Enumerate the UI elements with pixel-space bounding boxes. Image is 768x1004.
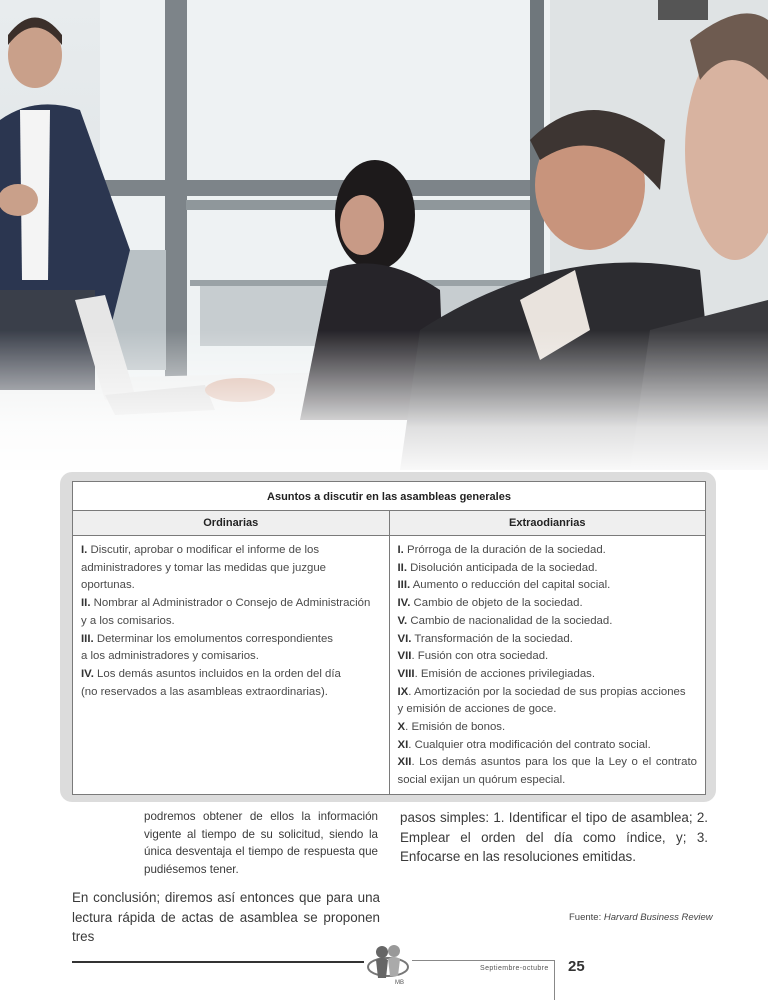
extraordinary-topic-line bbox=[398, 560, 698, 578]
topic-text: Disolución anticipada de la sociedad. bbox=[407, 561, 598, 574]
body-paragraph-2: pasos simples: 1. Identificar el tipo de asamblea; 2. Emplear el orden del día como índice, y; 3. Enfocarse en las resoluciones emitidas. bbox=[400, 810, 708, 864]
extraordinary-topic-line bbox=[398, 648, 698, 666]
body-paragraph-3: En conclusión; diremos así entonces que para una lectura rápida de actas de asamblea se proponen tres bbox=[72, 890, 380, 944]
header-photo bbox=[0, 0, 768, 470]
ordinary-topic-line bbox=[81, 684, 381, 702]
extraordinary-topic-line bbox=[398, 542, 698, 560]
ordinary-topic-line bbox=[81, 542, 381, 560]
topic-number: VI. bbox=[397, 632, 412, 645]
extraordinary-topic-line bbox=[398, 737, 698, 755]
ordinary-topic-line bbox=[81, 631, 381, 649]
extraordinary-topic-line bbox=[398, 684, 698, 702]
topic-number: I. bbox=[81, 544, 88, 556]
extraordinary-topic-line bbox=[398, 666, 698, 684]
topic-text: . Amortización por la sociedad de sus propias acciones bbox=[408, 685, 686, 698]
topic-text: administradores y tomar las medidas que juzgue oportunas. bbox=[81, 561, 327, 592]
topic-number: I. bbox=[397, 544, 404, 556]
ordinary-topic-line bbox=[81, 560, 381, 595]
extraordinary-topic-line bbox=[398, 701, 698, 719]
topic-number: III. bbox=[397, 579, 411, 592]
topic-number: VIII bbox=[397, 667, 415, 680]
topic-text: y a los comisarios. bbox=[81, 614, 175, 627]
extraordinary-topic-line bbox=[398, 577, 698, 595]
topic-text: a los administradores y comisarios. bbox=[81, 650, 259, 663]
ordinary-topic-line bbox=[81, 648, 381, 666]
extraordinary-topic-line bbox=[398, 631, 698, 649]
topic-number: XI bbox=[397, 738, 409, 751]
topic-number: XII bbox=[397, 756, 412, 769]
extraordinary-topic-line bbox=[398, 595, 698, 613]
topic-number: III. bbox=[81, 632, 94, 645]
topic-text: Cambio de objeto de la sociedad. bbox=[410, 597, 583, 610]
topic-number: IV. bbox=[81, 667, 94, 680]
topic-text: . Cualquier otra modificación del contrato social. bbox=[408, 738, 651, 751]
topic-text: Determinar los emolumentos correspondientes bbox=[93, 632, 333, 645]
footer-rule-left bbox=[72, 961, 364, 963]
ordinary-topics-cell bbox=[73, 536, 390, 795]
topic-text: (no reservados a las asambleas extraordinarias). bbox=[81, 685, 328, 698]
extraordinary-header: Extraodianrias bbox=[389, 511, 706, 536]
extraordinary-topic-line bbox=[398, 719, 698, 737]
issue-label: Septiembre-octubre bbox=[480, 965, 549, 972]
body-paragraph-1: podremos obtener de ellos la información vigente al tiempo de su solicitud, siendo la única desventaja el tiempo de respuesta que pudiésemos tener. bbox=[144, 810, 378, 876]
topic-text: y emisión de acciones de goce. bbox=[397, 703, 557, 716]
topic-text: . Los demás asuntos para los que la Ley o el contrato social exijan un quórum especial. bbox=[397, 756, 697, 787]
extraordinary-topic-line bbox=[398, 613, 698, 631]
ordinary-topic-line bbox=[81, 613, 381, 631]
topic-number: II. bbox=[397, 561, 407, 574]
magazine-logo-icon bbox=[365, 940, 411, 986]
topic-text: Prórroga de la duración de la sociedad. bbox=[403, 544, 606, 556]
assembly-topics-table bbox=[72, 481, 706, 795]
topic-text: . Emisión de acciones privilegiadas. bbox=[414, 667, 596, 680]
extraordinary-topics-cell bbox=[389, 536, 706, 795]
topic-text: Nombrar al Administrador o Consejo de Administración bbox=[90, 597, 371, 610]
topic-text: . Fusión con otra sociedad. bbox=[411, 650, 549, 663]
topic-text: Transformación de la sociedad. bbox=[411, 632, 573, 645]
logo-text: MB bbox=[395, 980, 404, 986]
topic-number: II. bbox=[81, 597, 91, 610]
topic-text: . Emisión de bonos. bbox=[405, 721, 506, 734]
topic-number: IX bbox=[397, 685, 409, 698]
topic-text: Discutir, aprobar o modificar el informe de los bbox=[87, 544, 320, 556]
topic-text: Los demás asuntos incluidos en la orden del día bbox=[93, 667, 341, 680]
footer-rule-vertical bbox=[554, 960, 555, 1000]
topic-number: VII bbox=[397, 650, 412, 663]
ordinary-topic-line bbox=[81, 595, 381, 613]
extraordinary-topic-line bbox=[398, 754, 698, 789]
table-caption: Asuntos a discutir en las asambleas generales bbox=[73, 482, 706, 511]
topic-number: V. bbox=[397, 614, 408, 627]
topic-number: IV. bbox=[397, 597, 411, 610]
topic-number: X bbox=[397, 721, 406, 734]
page-number: 25 bbox=[568, 958, 585, 975]
footer-rule-right bbox=[412, 960, 554, 961]
source-label: Fuente: bbox=[569, 912, 604, 923]
ordinary-header: Ordinarias bbox=[73, 511, 390, 536]
source-name: Harvard Business Review bbox=[603, 912, 713, 923]
source-credit bbox=[569, 912, 713, 923]
ordinary-topic-line bbox=[81, 666, 381, 684]
topic-text: Cambio de nacionalidad de la sociedad. bbox=[407, 614, 613, 627]
topic-text: Aumento o reducción del capital social. bbox=[410, 579, 611, 592]
